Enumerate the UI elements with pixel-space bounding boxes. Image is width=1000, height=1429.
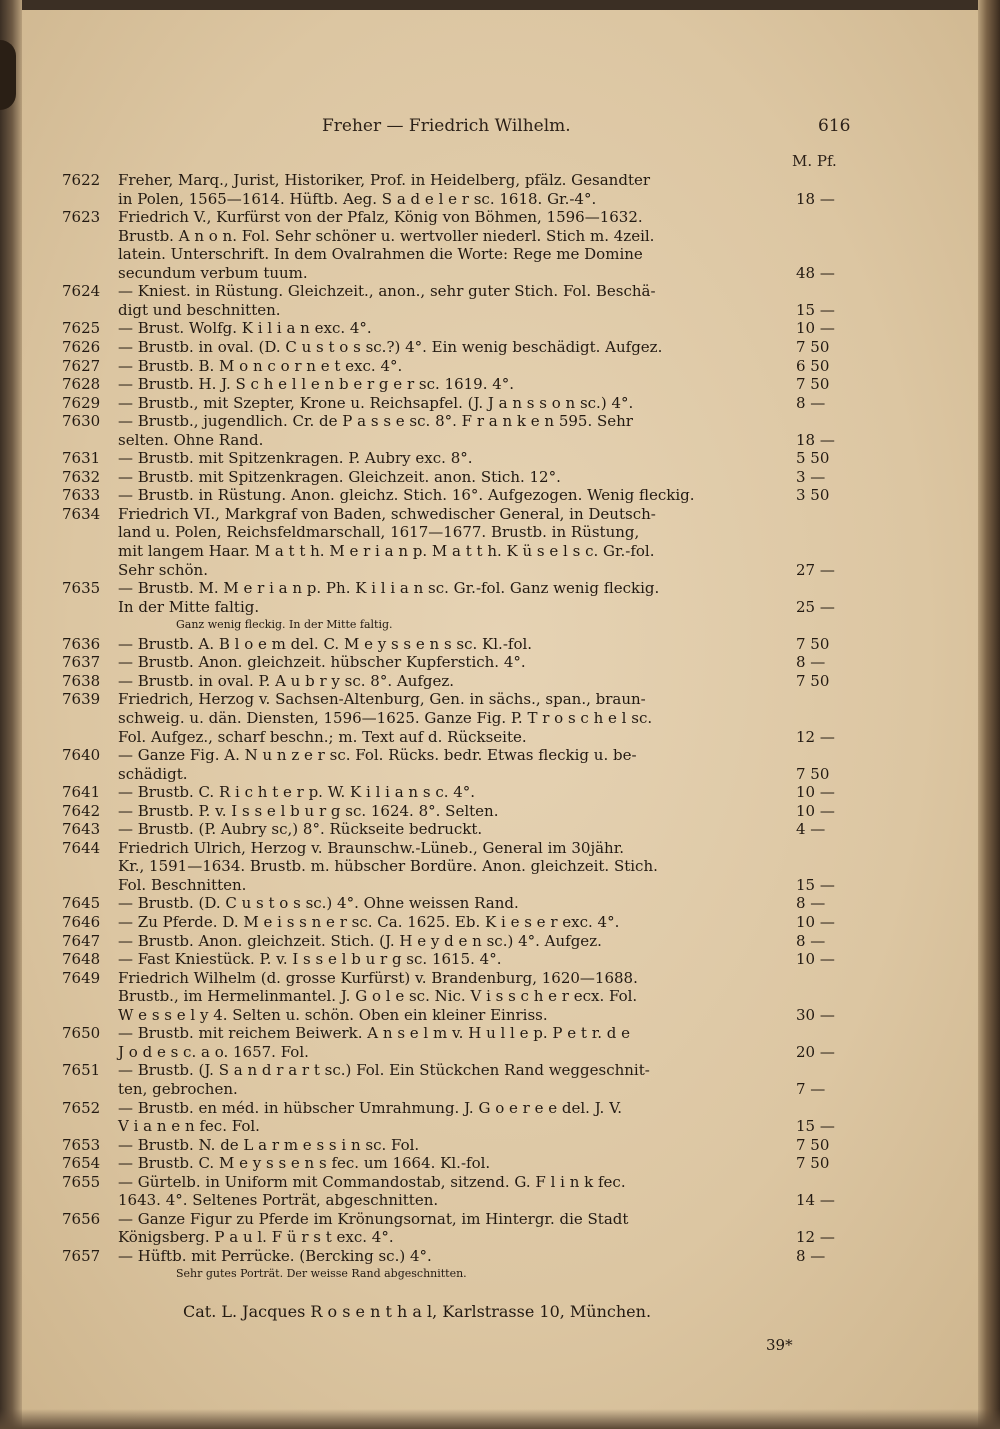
- catalog-entry-7633: [0, 486, 1000, 506]
- catalog-entry-7642: [0, 802, 1000, 822]
- lot-description: — Ganze Fig. A. N u n z e r sc. Fol. Rücks. bedr. Etwas fleckig u. be-: [118, 746, 637, 765]
- lot-price: 12 —: [796, 727, 835, 746]
- lot-number: 7648: [62, 950, 101, 969]
- lot-number: 7637: [62, 653, 101, 672]
- lot-number: 7628: [62, 375, 101, 394]
- lot-price: 20 —: [796, 1042, 835, 1061]
- lot-number: 7627: [62, 356, 101, 375]
- lot-description: schweig. u. dän. Diensten, 1596—1625. Ganze Fig. P. T r o s c h e l sc.: [118, 708, 653, 727]
- catalog-entry-7634: [0, 505, 1000, 525]
- catalog-entry-7648: [0, 950, 1000, 970]
- catalog-entry-7651: [0, 1061, 1000, 1081]
- lot-number: 7622: [62, 171, 101, 189]
- lot-number: 7644: [62, 838, 101, 857]
- lot-price: 10 —: [796, 801, 835, 820]
- catalog-entry-7628: [0, 375, 1000, 395]
- lot-description: Friedrich, Herzog v. Sachsen-Altenburg, Gen. in sächs., span., braun-: [118, 690, 646, 709]
- lot-price: 7 —: [796, 1079, 826, 1098]
- lot-number: 7638: [62, 671, 101, 690]
- lot-price: 8 —: [796, 393, 826, 412]
- lot-description: Freher, Marq., Jurist, Historiker, Prof. in Heidelberg, pfälz. Gesandter: [118, 171, 651, 189]
- catalog-entry-7636: [0, 635, 1000, 655]
- lot-description: selten. Ohne Rand.: [118, 430, 264, 449]
- lot-number: 7645: [62, 894, 101, 913]
- lot-description: Königsberg. P a u l. F ü r s t exc. 4°.: [118, 1228, 394, 1247]
- lot-number: 7629: [62, 393, 101, 412]
- lot-description: — Zu Pferde. D. M e i s s n e r sc. Ca. 1625. Eb. K i e s e r exc. 4°.: [118, 913, 620, 931]
- lot-number: 7632: [62, 467, 101, 486]
- catalog-entry-continuation: [0, 227, 1000, 247]
- lot-price: 10 —: [796, 913, 835, 931]
- catalog-entry-7635: [0, 579, 1000, 599]
- page-number: 616: [818, 116, 851, 136]
- lot-number: 7623: [62, 208, 101, 227]
- lot-description: — Brustb. (D. C u s t o s sc.) 4°. Ohne weissen Rand.: [118, 894, 519, 913]
- lot-description: Friedrich VI., Markgraf von Baden, schwedischer General, in Deutsch-: [118, 504, 656, 523]
- lot-description: — Brustb. N. de L a r m e s s i n sc. Fol.: [118, 1135, 420, 1154]
- lot-description: latein. Unterschrift. In dem Ovalrahmen die Worte: Rege me Domine: [118, 245, 643, 264]
- catalog-entry-continuation: [0, 987, 1000, 1007]
- lot-description: — Gürtelb. in Uniform mit Commandostab, sitzend. G. F l i n k fec.: [118, 1172, 626, 1191]
- lot-description: Ganz wenig fleckig. In der Mitte faltig.: [176, 618, 393, 632]
- catalog-entry-7645: [0, 894, 1000, 914]
- catalog-entry-continuation: [0, 190, 1000, 210]
- catalog-entry-7627: [0, 357, 1000, 377]
- lot-number: 7636: [62, 634, 101, 653]
- lot-price: 15 —: [796, 1117, 835, 1136]
- running-title: Freher — Friedrich Wilhelm.: [322, 116, 571, 136]
- catalog-entry-7650: [0, 1024, 1000, 1044]
- lot-description: digt und beschnitten.: [118, 300, 281, 319]
- lot-price: 27 —: [796, 560, 835, 579]
- catalog-entry-continuation: [0, 542, 1000, 562]
- lot-price: 48 —: [796, 263, 835, 282]
- lot-price: 15 —: [796, 875, 835, 894]
- catalog-entry-continuation: [0, 728, 1000, 748]
- lot-description: Sehr gutes Porträt. Der weisse Rand abgeschnitten.: [176, 1267, 467, 1281]
- lot-description: — Brustb. A. B l o e m del. C. M e y s s e n s sc. Kl.-fol.: [118, 634, 533, 653]
- lot-description: — Brustb. in oval. P. A u b r y sc. 8°. Aufgez.: [118, 671, 455, 690]
- lot-description: — Brustb., mit Szepter, Krone u. Reichsapfel. (J. J a n s s o n sc.) 4°.: [118, 393, 634, 412]
- lot-description: J o d e s c. a o. 1657. Fol.: [118, 1042, 309, 1061]
- lot-description: schädigt.: [118, 764, 188, 783]
- lot-description: V i a n e n fec. Fol.: [118, 1117, 260, 1136]
- catalog-entry-7657: [0, 1247, 1000, 1267]
- catalog-entry-7622: [0, 171, 1000, 191]
- catalog-entry-7652: [0, 1099, 1000, 1119]
- lot-number: 7647: [62, 931, 101, 950]
- catalog-entry-continuation: [0, 765, 1000, 785]
- lot-description: — Brustb. mit Spitzenkragen. P. Aubry exc. 8°.: [118, 449, 473, 468]
- catalog-entry-7638: [0, 672, 1000, 692]
- catalog-entry-7641: [0, 783, 1000, 803]
- lot-description: Fol. Aufgez., scharf beschn.; m. Text auf d. Rückseite.: [118, 727, 527, 746]
- catalog-entry-continuation: [0, 301, 1000, 321]
- lot-description: — Brustb. Anon. gleichzeit. Stich. (J. H e y d e n sc.) 4°. Aufgez.: [118, 931, 602, 950]
- catalog-entry-continuation: [0, 1117, 1000, 1137]
- catalog-entry-continuation: [0, 1228, 1000, 1248]
- lot-number: 7635: [62, 579, 101, 598]
- lot-number: 7640: [62, 746, 101, 765]
- lot-description: — Brustb. M. M e r i a n p. Ph. K i l i a n sc. Gr.-fol. Ganz wenig fleckig.: [118, 579, 660, 598]
- lot-price: 8 —: [796, 894, 826, 913]
- lot-description: — Brustb. C. M e y s s e n s fec. um 1664. Kl.-fol.: [118, 1154, 491, 1173]
- lot-description: — Brustb. (P. Aubry sc,) 8°. Rückseite bedruckt.: [118, 820, 483, 839]
- lot-price: 18 —: [796, 189, 835, 208]
- lot-price: 7 50: [796, 671, 830, 690]
- catalog-entry-7639: [0, 690, 1000, 710]
- lot-number: 7657: [62, 1246, 101, 1265]
- lot-number: 7624: [62, 282, 101, 301]
- lot-price: 8 —: [796, 931, 826, 950]
- lot-description: W e s s e l y 4. Selten u. schön. Oben ein kleiner Einriss.: [118, 1005, 548, 1024]
- lot-number: 7642: [62, 801, 101, 820]
- lot-description: — Brustb. H. J. S c h e l l e n b e r g e r sc. 1619. 4°.: [118, 375, 515, 394]
- catalog-entry-continuation: [0, 523, 1000, 543]
- catalog-entry-continuation: [0, 431, 1000, 451]
- lot-description: Fol. Beschnitten.: [118, 875, 247, 894]
- catalog-entry-continuation: [0, 857, 1000, 877]
- catalog-entry-7653: [0, 1136, 1000, 1156]
- lot-number: 7634: [62, 504, 101, 523]
- lot-description: secundum verbum tuum.: [118, 263, 308, 282]
- lot-number: 7630: [62, 412, 101, 431]
- catalog-entry-continuation: [0, 616, 1000, 636]
- lot-description: — Brustb. mit Spitzenkragen. Gleichzeit. anon. Stich. 12°.: [118, 467, 561, 486]
- catalog-entry-7624: [0, 282, 1000, 302]
- lot-number: 7654: [62, 1154, 101, 1173]
- catalog-entry-7656: [0, 1210, 1000, 1230]
- lot-price: 4 —: [796, 820, 826, 839]
- lot-description: mit langem Haar. M a t t h. M e r i a n p. M a t t h. K ü s e l s c. Gr.-fol.: [118, 542, 655, 560]
- lot-number: 7650: [62, 1024, 101, 1043]
- lot-price: 12 —: [796, 1228, 835, 1247]
- lot-number: 7633: [62, 486, 101, 505]
- catalog-entry-continuation: [0, 598, 1000, 618]
- lot-description: in Polen, 1565—1614. Hüftb. Aeg. S a d e l e r sc. 1618. Gr.-4°.: [118, 189, 597, 208]
- catalog-entry-7630: [0, 412, 1000, 432]
- catalog-entry-7649: [0, 969, 1000, 989]
- catalog-entry-7640: [0, 746, 1000, 766]
- catalog-entry-7637: [0, 653, 1000, 673]
- price-column-heading: M. Pf.: [792, 152, 837, 170]
- lot-price: 7 50: [796, 1154, 830, 1173]
- lot-description: — Brustb., jugendlich. Cr. de P a s s e sc. 8°. F r a n k e n 595. Sehr: [118, 412, 633, 431]
- lot-number: 7631: [62, 449, 101, 468]
- lot-description: — Brustb. (J. S a n d r a r t sc.) Fol. Ein Stückchen Rand weggeschnit-: [118, 1061, 650, 1080]
- footer-imprint: Cat. L. Jacques R o s e n t h a l, Karlstrasse 10, München.: [183, 1302, 652, 1321]
- lot-description: Kr., 1591—1634. Brustb. m. hübscher Bordüre. Anon. gleichzeit. Stich.: [118, 857, 658, 876]
- lot-description: — Brustb. in Rüstung. Anon. gleichz. Stich. 16°. Aufgezogen. Wenig fleckig.: [118, 486, 695, 505]
- lot-description: — Brustb. mit reichem Beiwerk. A n s e l m v. H u l l e p. P e t r. d e: [118, 1024, 631, 1043]
- catalog-entry-7623: [0, 208, 1000, 228]
- lot-number: 7646: [62, 913, 101, 931]
- lot-number: 7649: [62, 968, 101, 987]
- lot-price: 10 —: [796, 783, 835, 802]
- catalog-entry-7631: [0, 449, 1000, 469]
- lot-description: — Brust. Wolfg. K i l i a n exc. 4°.: [118, 319, 372, 338]
- lot-description: — Brustb. P. v. I s s e l b u r g sc. 1624. 8°. Selten.: [118, 801, 499, 820]
- catalog-entry-continuation: [0, 245, 1000, 265]
- lot-price: 14 —: [796, 1191, 835, 1210]
- lot-price: 6 50: [796, 356, 830, 375]
- lot-price: 18 —: [796, 430, 835, 449]
- catalog-entry-continuation: [0, 1043, 1000, 1063]
- lot-description: Friedrich Wilhelm (d. grosse Kurfürst) v. Brandenburg, 1620—1688.: [118, 968, 638, 987]
- catalog-entry-continuation: [0, 1006, 1000, 1026]
- catalog-entry-7655: [0, 1173, 1000, 1193]
- lot-description: — Fast Kniestück. P. v. I s s e l b u r g sc. 1615. 4°.: [118, 950, 502, 969]
- lot-number: 7643: [62, 820, 101, 839]
- lot-description: — Brustb. B. M o n c o r n e t exc. 4°.: [118, 356, 403, 375]
- catalog-entry-7647: [0, 932, 1000, 952]
- lot-description: — Ganze Figur zu Pferde im Krönungsornat, im Hintergr. die Stadt: [118, 1209, 629, 1228]
- lot-description: Sehr schön.: [118, 560, 208, 579]
- lot-price: 7 50: [796, 1135, 830, 1154]
- lot-number: 7655: [62, 1172, 101, 1191]
- catalog-entry-continuation: [0, 709, 1000, 729]
- lot-description: Brustb. A n o n. Fol. Sehr schöner u. wertvoller niederl. Stich m. 4zeil.: [118, 226, 655, 245]
- catalog-entry-7632: [0, 468, 1000, 488]
- lot-number: 7625: [62, 319, 101, 338]
- lot-price: 15 —: [796, 300, 835, 319]
- lot-number: 7652: [62, 1098, 101, 1117]
- lot-price: 10 —: [796, 319, 835, 338]
- lot-price: 8 —: [796, 653, 826, 672]
- lot-price: 10 —: [796, 950, 835, 969]
- lot-number: 7639: [62, 690, 101, 709]
- lot-price: 3 50: [796, 486, 830, 505]
- lot-number: 7651: [62, 1061, 101, 1080]
- catalog-entry-7629: [0, 394, 1000, 414]
- catalog-entry-7654: [0, 1154, 1000, 1174]
- lot-price: 7 50: [796, 337, 830, 356]
- lot-description: 1643. 4°. Seltenes Porträt, abgeschnitten.: [118, 1191, 439, 1210]
- catalog-entry-7646: [0, 913, 1000, 933]
- lot-description: Brustb., im Hermelinmantel. J. G o l e sc. Nic. V i s s c h e r ecx. Fol.: [118, 987, 638, 1006]
- catalog-entry-7625: [0, 319, 1000, 339]
- catalog-entry-continuation: [0, 1080, 1000, 1100]
- lot-description: land u. Polen, Reichsfeldmarschall, 1617—1677. Brustb. in Rüstung,: [118, 523, 640, 542]
- lot-price: 25 —: [796, 597, 835, 616]
- lot-description: — Brustb. Anon. gleichzeit. hübscher Kupferstich. 4°.: [118, 653, 526, 672]
- catalog-entry-7644: [0, 839, 1000, 859]
- lot-price: 3 —: [796, 467, 826, 486]
- catalog-entry-continuation: [0, 561, 1000, 581]
- lot-price: 7 50: [796, 764, 830, 783]
- catalog-entry-7626: [0, 338, 1000, 358]
- lot-description: — Hüftb. mit Perrücke. (Bercking sc.) 4°.: [118, 1246, 432, 1265]
- lot-price: 7 50: [796, 634, 830, 653]
- signature-mark: 39*: [766, 1336, 793, 1354]
- lot-number: 7626: [62, 337, 101, 356]
- lot-description: — Brustb. en méd. in hübscher Umrahmung. J. G o e r e e del. J. V.: [118, 1098, 623, 1117]
- lot-number: 7656: [62, 1209, 101, 1228]
- lot-description: Friedrich Ulrich, Herzog v. Braunschw.-Lüneb., General im 30jähr.: [118, 838, 624, 857]
- catalog-entry-continuation: [0, 876, 1000, 896]
- lot-price: 5 50: [796, 449, 830, 468]
- lot-price: 30 —: [796, 1005, 835, 1024]
- catalog-entry-continuation: [0, 1191, 1000, 1211]
- catalog-entry-7643: [0, 820, 1000, 840]
- catalog-entry-continuation: [0, 1265, 1000, 1285]
- lot-description: Friedrich V., Kurfürst von der Pfalz, König von Böhmen, 1596—1632.: [118, 208, 643, 227]
- catalog-entry-continuation: [0, 264, 1000, 284]
- lot-description: ten, gebrochen.: [118, 1079, 238, 1098]
- lot-number: 7653: [62, 1135, 101, 1154]
- lot-number: 7641: [62, 783, 101, 802]
- lot-description: — Brustb. C. R i c h t e r p. W. K i l i a n s c. 4°.: [118, 783, 476, 802]
- lot-description: In der Mitte faltig.: [118, 597, 260, 616]
- lot-description: — Brustb. in oval. (D. C u s t o s sc.?) 4°. Ein wenig beschädigt. Aufgez.: [118, 337, 663, 356]
- lot-price: 8 —: [796, 1246, 826, 1265]
- lot-price: 7 50: [796, 375, 830, 394]
- lot-description: — Kniest. in Rüstung. Gleichzeit., anon., sehr guter Stich. Fol. Beschä-: [118, 282, 656, 301]
